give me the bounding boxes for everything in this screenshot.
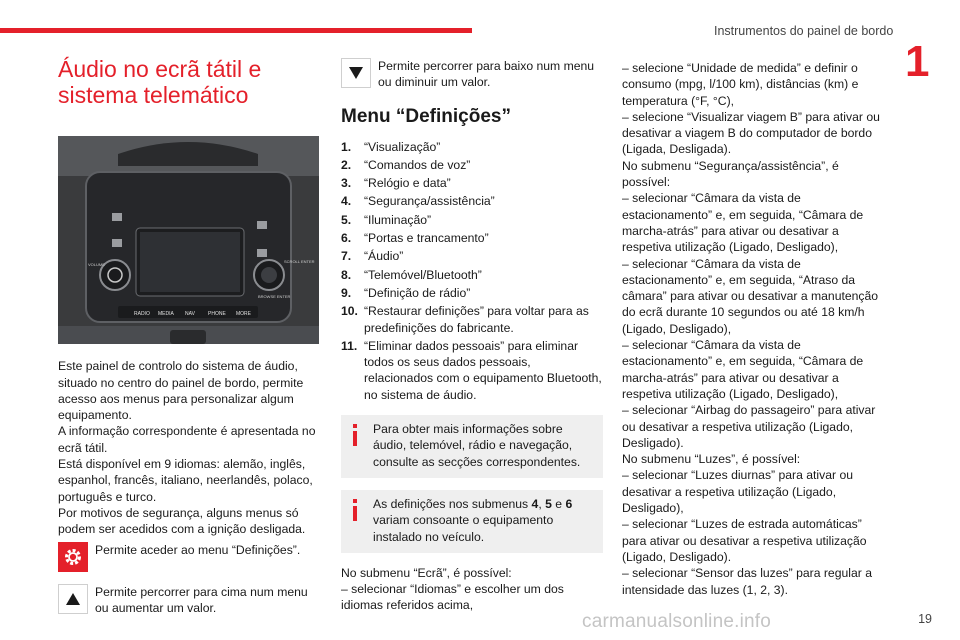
paragraph: – selecione “Unidade de medida” e definir o consumo (mpg, l/100 km), distâncias (km) e temperatura (°F, °C), [622, 61, 859, 108]
intro-paragraph: Por motivos de segurança, alguns menus só podem ser acedidos com a ignição desligada. [58, 505, 306, 537]
info-box [341, 490, 603, 553]
column-right [622, 60, 886, 598]
paragraph: – selecionar “Câmara da vista de estacionamento” e, em seguida, “Atraso da câmara” para ativar ou desativar a manutenção do ecrã durante 10 segundos ou até 18 km/h (Ligado, Desligado), [622, 256, 879, 336]
svg-text:NAV: NAV [185, 311, 195, 317]
watermark: carmanualsonline.info [582, 611, 772, 632]
settings-icon-row [58, 542, 320, 572]
chapter-number: 1 [905, 37, 930, 86]
list-item: 10. “Restaurar definições” para voltar para as predefinições do fabricante. [341, 304, 589, 335]
list-item: 9. “Definição de rádio” [341, 285, 471, 300]
running-header: Instrumentos do painel de bordo [714, 24, 894, 38]
down-icon-row [341, 58, 603, 91]
triangle-up-icon [58, 584, 88, 614]
info-box [341, 415, 603, 478]
svg-text:SCROLL ENTER: SCROLL ENTER [284, 259, 315, 264]
up-icon-text: Permite percorrer para cima num menu ou aumentar um valor. [95, 584, 308, 615]
list-item: 5. “Iluminação” [341, 212, 432, 227]
intro-paragraph: Este painel de controlo do sistema de áudio, situado no centro do painel de bordo, permite acesso aos menus para personalizar algum equipamento. [58, 359, 304, 423]
screen-submenu-item: – selecionar “Idiomas” e escolher um dos idiomas referidos acima, [341, 582, 564, 613]
svg-text:MORE: MORE [236, 311, 251, 317]
info-text: As definições nos submenus 4, 5 e 6 variam consoante o equipamento instalado no veículo. [373, 496, 573, 544]
paragraph: – selecionar “Câmara da vista de estacionamento” e, em seguida, “Câmara de marcha-atrás” para ativar ou desativar a respetiva utilização (Ligado, Desligado), [622, 338, 864, 401]
up-icon-row [58, 584, 320, 617]
screen-submenu-intro: No submenu “Ecrã”, é possível: [341, 565, 512, 580]
section-title: Áudio no ecrã tátil e sistema telemático [58, 56, 262, 108]
paragraph: – selecionar “Luzes diurnas” para ativar ou desativar a respetiva utilização (Ligado, Desligado), [622, 468, 854, 516]
svg-text:BROWSE ENTER: BROWSE ENTER [258, 294, 291, 299]
paragraph: – selecione “Visualizar viagem B” para ativar ou desativar a viagem B do computador de bordo (Ligada, Desligada). [622, 109, 880, 157]
svg-text:RADIO: RADIO [134, 311, 150, 317]
list-item: 8. “Telemóvel/Bluetooth” [341, 267, 482, 282]
paragraph: – selecionar “Sensor das luzes” para regular a intensidade das luzes (1, 2, 3). [622, 566, 872, 597]
paragraph: – selecionar “Airbag do passageiro” para ativar ou desativar a respetiva utilização (Ligado, Desligado). [622, 403, 876, 450]
intro-paragraph: Está disponível em 9 idiomas: alemão, inglês, espanhol, francês, italiano, neerlandês, polaco, português e turco. [58, 457, 313, 504]
column-middle [341, 58, 603, 614]
svg-text:MEDIA: MEDIA [158, 311, 174, 317]
column-left [58, 56, 320, 616]
list-item: 7. “Áudio” [341, 249, 404, 264]
settings-menu-list [341, 139, 603, 403]
list-item: 11. “Eliminar dados pessoais” para eliminar todos os seus dados pessoais, relacionados com o equipamento Bluetooth, no sistema de áudio. [341, 338, 602, 402]
info-icon [351, 424, 359, 446]
list-item: 3. “Relógio e data” [341, 176, 451, 191]
list-item: 1. “Visualização” [341, 139, 441, 154]
paragraph: – selecionar “Câmara da vista de estacionamento” e, em seguida, “Câmara de marcha-atrás” para ativar ou desativar a respetiva utilização (Ligado, Desligado), [622, 191, 864, 255]
list-item: 2. “Comandos de voz” [341, 157, 471, 172]
settings-icon-text: Permite aceder ao menu “Definições”. [95, 542, 301, 557]
svg-text:PHONE: PHONE [208, 311, 226, 317]
list-item: 4. “Segurança/assistência” [341, 194, 495, 209]
svg-text:VOLUME: VOLUME [88, 262, 105, 267]
gear-icon [58, 542, 88, 572]
audio-panel-photo [58, 136, 319, 344]
info-text: Para obter mais informações sobre áudio, telemóvel, rádio e navegação, consulte as secções correspondentes. [373, 422, 581, 469]
triangle-down-icon [341, 58, 371, 88]
header-rule [0, 28, 472, 33]
paragraph: – selecionar “Luzes de estrada automáticas” para ativar ou desativar a respetiva utilização (Ligado, Desligado). [622, 517, 867, 564]
info-icon [351, 499, 359, 521]
menu-title: Menu “Definições” [341, 105, 511, 127]
paragraph: No submenu “Luzes”, é possível: [622, 452, 801, 467]
paragraph: No submenu “Segurança/assistência”, é possível: [622, 158, 839, 190]
intro-paragraph: A informação correspondente é apresentada no ecrã tátil. [58, 424, 316, 455]
down-icon-text: Permite percorrer para baixo num menu ou diminuir um valor. [378, 59, 595, 90]
list-item: 6. “Portas e trancamento” [341, 231, 489, 246]
page-number: 19 [918, 612, 932, 626]
